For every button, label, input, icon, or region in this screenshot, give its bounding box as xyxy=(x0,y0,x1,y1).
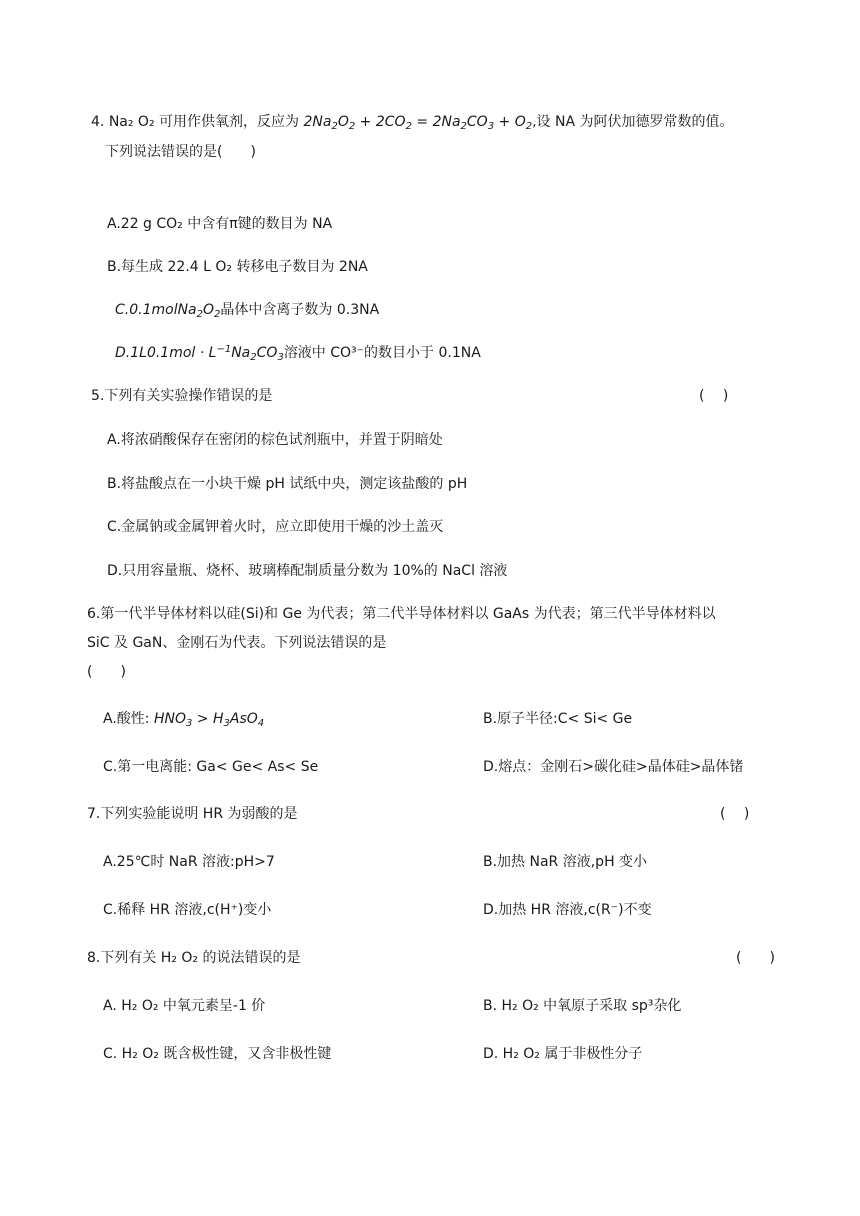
q7-answer-paren: ( ) xyxy=(720,806,750,822)
q4-option-d: $D.1L0.1mol \cdot L^{-1}Na_2CO_3$溶液中 CO³⁻的数目小于 0.1NA xyxy=(115,344,481,363)
q5-option-c: C.金属钠或金属钾着火时，应立即使用干燥的沙土盖灭 xyxy=(107,519,444,535)
q5-answer-paren: ( ) xyxy=(699,388,729,404)
q7-option-c: C.稀释 HR 溶液,c(H⁺)变小 xyxy=(103,902,272,918)
q6-stem-line2: SiC 及 GaN、金刚石为代表。下列说法错误的是 xyxy=(87,635,387,651)
q8-option-b: B. H₂ O₂ 中氧原子采取 sp³杂化 xyxy=(483,998,682,1014)
q6-stem-line1: 6.第一代半导体材料以硅(Si)和 Ge 为代表；第二代半导体材料以 GaAs 为代表；第三代半导体材料以 xyxy=(87,606,716,622)
q4-stem-line1: 4. Na₂ O₂ 可用作供氧剂，反应为 $2Na_2O_2 + 2CO_2 = 2Na_2CO_3 + O_2$,设 NA 为阿伏加德罗常数的值。 xyxy=(91,114,734,132)
q6-option-b: B.原子半径:C< Si< Ge xyxy=(483,711,633,727)
q6-option-a: A.酸性: $HNO_3 > H_3AsO_4$ xyxy=(103,711,265,729)
q5-option-d: D.只用容量瓶、烧杯、玻璃棒配制质量分数为 10%的 NaCl 溶液 xyxy=(107,563,508,579)
q4-option-a: A.22 g CO₂ 中含有π键的数目为 NA xyxy=(107,216,333,232)
q7-option-d: D.加热 HR 溶液,c(R⁻)不变 xyxy=(483,902,652,918)
q4-stem-line2: 下列说法错误的是( ) xyxy=(105,144,256,160)
q4-option-b: B.每生成 22.4 L O₂ 转移电子数目为 2NA xyxy=(107,259,368,275)
q6-answer-paren: ( ) xyxy=(87,664,126,680)
q8-option-d: D. H₂ O₂ 属于非极性分子 xyxy=(483,1046,643,1062)
q5-option-a: A.将浓硝酸保存在密闭的棕色试剂瓶中，并置于阴暗处 xyxy=(107,432,443,448)
q4-equation: $2Na_2O_2 + 2CO_2 = 2Na_2CO_3 + O_2$ xyxy=(303,114,533,132)
q6-option-c: C.第一电离能: Ga< Ge< As< Se xyxy=(103,759,319,775)
q8-option-a: A. H₂ O₂ 中氧元素呈-1 价 xyxy=(103,998,266,1014)
q8-option-c: C. H₂ O₂ 既含极性键，又含非极性键 xyxy=(103,1046,332,1062)
q8-stem: 8.下列有关 H₂ O₂ 的说法错误的是 xyxy=(87,950,301,966)
q5-option-b: B.将盐酸点在一小块干燥 pH 试纸中央，测定该盐酸的 pH xyxy=(107,476,468,492)
q8-answer-paren: ( ) xyxy=(736,950,775,966)
q7-option-b: B.加热 NaR 溶液,pH 变小 xyxy=(483,854,648,870)
q7-stem: 7.下列实验能说明 HR 为弱酸的是 xyxy=(87,806,298,822)
q7-option-a: A.25℃时 NaR 溶液:pH>7 xyxy=(103,854,275,870)
q4-option-c: $C.0.1molNa_2O_2$晶体中含离子数为 0.3NA xyxy=(115,302,380,320)
q6-option-d: D.熔点：金刚石>碳化硅>晶体硅>晶体锗 xyxy=(483,759,744,775)
q5-stem: 5.下列有关实验操作错误的是 xyxy=(91,388,273,404)
